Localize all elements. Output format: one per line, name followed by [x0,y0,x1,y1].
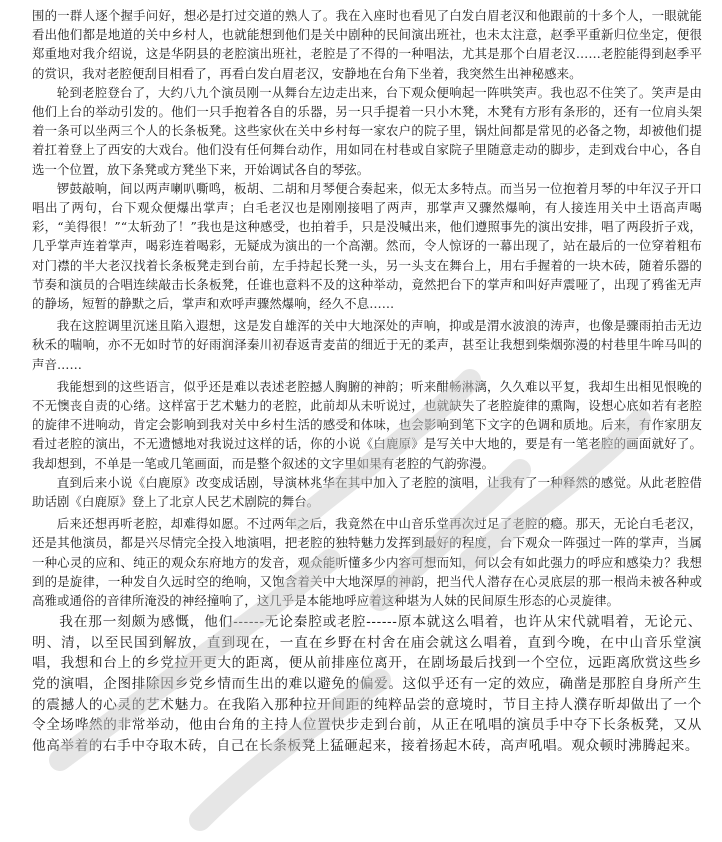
paragraph-4: 我在这腔调里沉迷且陷入遐想，这是发自雄浑的关中大地深处的声响，抑或是渭水波浪的涛声，也像是骤雨拍击无边秋禾的喘响，亦不无如时节的好雨润泽秦川初春返青麦苗的细近于无的柔声，甚至让我想到柴烟弥漫的村巷里牛哞马叫的声音…… [32,318,702,372]
paragraph-6: 直到后来小说《白鹿原》改变成话剧，导演林兆华在其中加入了老腔的演唱，让我有了一种释然的感觉。从此老腔借助话剧《白鹿原》登上了北京人民艺术剧院的舞台。 [32,474,702,510]
paragraph-2: 轮到老腔登台了，大约八九个演员刚一从舞台左边走出来，台下观众便响起一阵哄笑声。我也忍不住笑了。笑声是由他们上台的举动引发的。他们一只手抱着各自的乐器，另一只手提着一只小木凳，木凳有方形有条形的，还有一位肩头架着一条可以坐两三个人的长条板凳。这些家伙在关中乡村每一家农户的院子里，锅灶间都是常见的必备之物，却被他们提着扛着登上了西安的大戏台。他们没有任何舞台动作，用如同在村巷或自家院子里随意走动的脚步，走到戏台中心，各自选一个位置，放下条凳或方凳坐下来，开始调试各自的琴弦。 [32,84,702,177]
paragraph-3: 锣鼓敲响，间以两声喇叭嘶鸣，板胡、二胡和月琴便合奏起来，似无太多特点。而当另一位抱着月琴的中年汉子开口唱出了两句，台下观众便爆出掌声；白毛老汉也是刚刚接唱了两声，那掌声又骤然爆响，有人接连用关中土语高声喝彩，“美得很！”“太斩劲了！”我也是这种感受，也拍着手，只是没喊出来，他们遵照事先的演出安排，唱了两段折子戏，几乎掌声连着掌声，喝彩连着喝彩，无疑成为演出的一个高潮。然而，令人惊讶的一幕出现了，站在最后的一位穿着粗布对门襟的半大老汉找着长条板凳走到台前，左手持起长凳一头，另一头支在舞台上，用右手握着的一块木砖，随着乐器的节奏和演员的合唱连续敲击长条板凳，任谁也意料不及的这种举动，竟然把台下的掌声和叫好声震哑了，出现了鸦雀无声的静场，短暂的静默之后，掌声和欢呼声骤然爆响，经久不息…… [32,180,702,312]
paragraph-7: 后来还想再听老腔，却难得如愿。不过两年之后，我竟然在中山音乐堂再次过足了老腔的瘾。那天，无论白毛老汉，还是其他演员，都是兴尽情完全投入地演唱，把老腔的独特魅力发挥到最好的程度，台下观众一阵强过一阵的掌声，当属一种心灵的应和、纯正的观众东府地方的发音，观众能听懂多少内容可想而知，何以会有如此强力的呼应和感染力？我想到的是旋律，一种发自久远时空的绝响，又饱含着关中大地深厚的神韵，把当代人潜存在心灵底层的那一根尚未被各种或高雅或通俗的音律所淹没的神经撞响了，这几乎是本能地呼应着这种堪为人妹的民间原生形态的心灵旋律。 [32,516,702,609]
paragraph-5: 我能想到的这些语言，似乎还是难以表述老腔撼人胸腑的神韵；听来酣畅淋漓，久久难以平复，我却生出相见恨晚的不无懊丧自责的心绪。这样富于艺术魅力的老腔，此前却从未听说过，也就缺失了老腔旋律的熏陶，设想心底如若有老腔的旋律不进响动，肯定会影响到我对关中乡村生活的感受和体味，也会影响到笔下文字的色调和质地。后来，有作家朋友看过老腔的演出，不无遗憾地对我说过这样的话，你的小说《白鹿原》是写关中大地的，要是有一笔老腔的画面就好了。我却想到，不单是一笔或几笔画面，而是整个叙述的文字里如果有老腔的气韵弥漫。 [32,378,702,471]
paragraph-8: 我在那一刻颇为感慨，他们------无论秦腔或老腔------原本就这么唱着，也许从宋代就唱着，无论元、明、清，以至民国到解放，直到现在，一直在乡野在村舍在庙会就这么唱着，直到今晚，在中山音乐堂演唱，我想和台上的乡党拉开更大的距离，便从前排座位离开，在剧场最后找到一个空位，远距离欣赏这些乡党的演唱，企图排除因乡党乡情而生出的难以避免的偏爱。这似乎还有一定的效应，确凿是那腔自身所产生的震撼人的心灵的艺术魅力。在我陷入那种拉开间距的纯粹品尝的意境时，节目主持人濮存昕却做出了一个令全场哗然的非常举动，他由台角的主持人位置快步走到台前，从正在吼唱的演员手中夺下长条板凳，又从他高举着的右手中夺取木砖，自己在长条板凳上猛砸起来，接着扬起木砖，高声吼唱。观众顿时沸腾起来。 [32,614,702,754]
paragraph-1: 围的一群人逐个握手问好，想必是打过交道的熟人了。我在入座时也看见了白发白眉老汉和他跟前的十多个人，一眼就能看出他们都是地道的关中乡村人，也就能想到他们是关中剧种的民间演出班社，也未太注意，赵季平重新归位坐定，便很郑重地对我介绍说，这是华阴县的老腔演出班社，老腔是了不得的一种唱法，尤其是那个白眉老汉……老腔能得到赵季平的赏识，我对老腔便刮目相看了，再看白发白眉老汉，安静地在台角下坐着，我突然生出神秘感来。 [32,8,702,81]
